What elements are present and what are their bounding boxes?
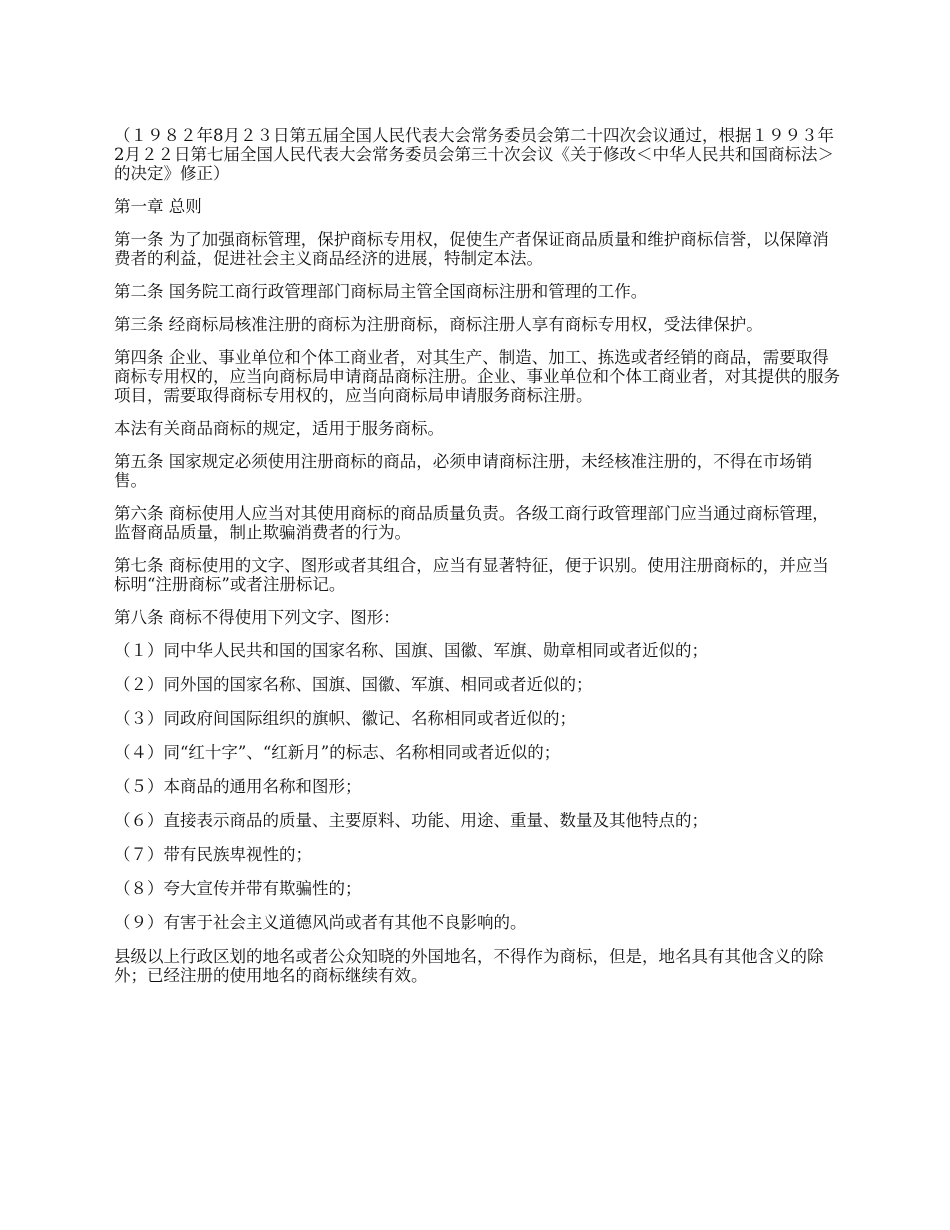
list-item: （２）同外国的国家名称、国旗、国徽、军旗、相同或者近似的；: [114, 675, 593, 694]
list-item: （７）带有民族卑视性的；: [114, 845, 312, 864]
article-3-paragraph: 第三条 经商标局核准注册的商标为注册商标，商标注册人享有商标专用权，受法律保护。: [114, 315, 763, 334]
article-7-paragraph: 第七条 商标使用的文字、图形或者其组合，应当有显著特征，便于识别。使用注册商标的，并应当标明“注册商标”或者注册标记。: [114, 556, 829, 594]
list-item: （３）同政府间国际组织的旗帜、徽记、名称相同或者近似的；: [114, 709, 576, 728]
article-4-paragraph: 第四条 企业、事业单位和个体工商业者，对其生产、制造、加工、拣选或者经销的商品，需要取得商标专用权的，应当向商标局申请商品商标注册。企业、事业单位和个体工商业者，对其提供的服务项目，需要取得商标专用权的，应当向商标局申请服务商标注册。: [114, 348, 840, 405]
service-mark-paragraph: 本法有关商品商标的规定，适用于服务商标。: [114, 419, 444, 438]
list-item: （８）夸大宣传并带有欺骗性的；: [114, 879, 362, 898]
document-body: [114, 126, 844, 999]
place-name-paragraph: 县级以上行政区划的地名或者公众知晓的外国地名，不得作为商标，但是，地名具有其他含义的除外；已经注册的使用地名的商标继续有效。: [114, 947, 824, 985]
list-item: （６）直接表示商品的质量、主要原料、功能、用途、重量、数量及其他特点的；: [114, 811, 708, 830]
article-8-paragraph: 第八条 商标不得使用下列文字、图形：: [114, 608, 400, 627]
list-item: （４）同“红十字”、“红新月”的标志、名称相同或者近似的；: [114, 743, 561, 762]
article-5-paragraph: 第五条 国家规定必须使用注册商标的商品，必须申请商标注册，未经核准注册的，不得在市场销售。: [114, 452, 813, 490]
list-item: （９）有害于社会主义道德风尚或者有其他不良影响的。: [114, 913, 527, 932]
preamble-paragraph: （１９８２年8月２３日第五届全国人民代表大会常务委员会第二十四次会议通过，根据１９９３年2月２２日第七届全国人民代表大会常务委员会第三十次会议《关于修改＜中华人民共和国商标法＞的决定》修正）: [114, 126, 834, 183]
article-6-paragraph: 第六条 商标使用人应当对其使用商标的商品质量负责。各级工商行政管理部门应当通过商标管理，监督商品质量，制止欺骗消费者的行为。: [114, 504, 829, 542]
article-2-paragraph: 第二条 国务院工商行政管理部门商标局主管全国商标注册和管理的工作。: [114, 282, 648, 301]
list-item: （５）本商品的通用名称和图形；: [114, 777, 362, 796]
list-item: （１）同中华人民共和国的国家名称、国旗、国徽、军旗、勋章相同或者近似的；: [114, 641, 708, 660]
chapter-heading: 第一章 总则: [114, 197, 202, 216]
article-1-paragraph: 第一条 为了加强商标管理，保护商标专用权，促使生产者保证商品质量和维护商标信誉，以保障消费者的利益，促进社会主义商品经济的进展，特制定本法。: [114, 230, 829, 268]
